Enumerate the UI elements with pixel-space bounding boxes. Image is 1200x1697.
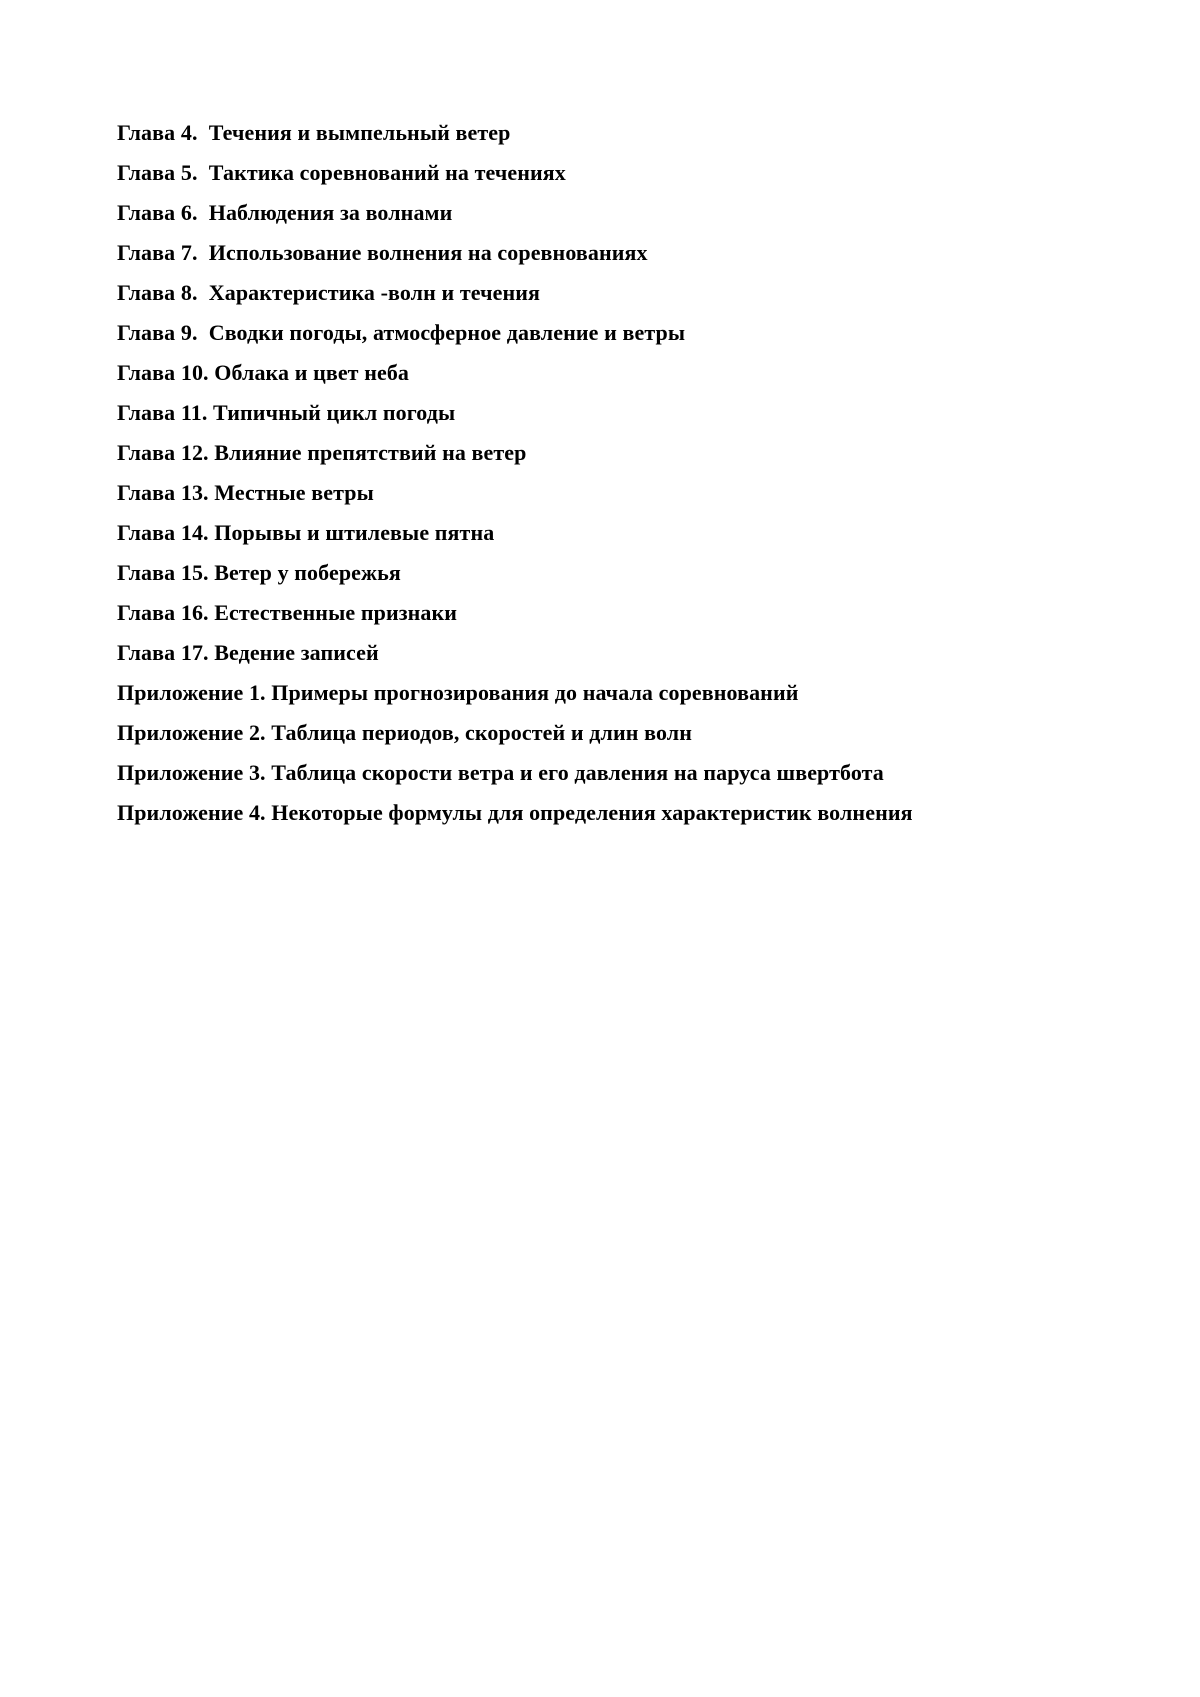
toc-entry: Приложение 4. Некоторые формулы для определения характеристик волнения	[117, 800, 913, 825]
table-of-contents	[117, 113, 913, 833]
toc-entry: Приложение 1. Примеры прогнозирования до начала соревнований	[117, 680, 799, 705]
toc-entry: Глава 12. Влияние препятствий на ветер	[117, 440, 527, 465]
toc-entry: Глава 15. Ветер у побережья	[117, 560, 401, 585]
toc-entry: Приложение 3. Таблица скорости ветра и его давления на паруса швертбота	[117, 760, 884, 785]
toc-entry: Глава 16. Естественные признаки	[117, 600, 458, 625]
toc-entry: Глава 17. Ведение записей	[117, 640, 379, 665]
toc-entry: Глава 8. Характеристика -волн и течения	[117, 280, 541, 305]
toc-entry: Приложение 2. Таблица периодов, скоростей и длин волн	[117, 720, 692, 745]
toc-entry: Глава 13. Местные ветры	[117, 480, 374, 505]
toc-entry: Глава 9. Сводки погоды, атмосферное давление и ветры	[117, 320, 686, 345]
toc-entry: Глава 6. Наблюдения за волнами	[117, 200, 453, 225]
toc-entry: Глава 10. Облака и цвет неба	[117, 360, 410, 385]
toc-entry: Глава 7. Использование волнения на соревнованиях	[117, 240, 648, 265]
toc-entry: Глава 14. Порывы и штилевые пятна	[117, 520, 495, 545]
toc-entry: Глава 11. Типичный цикл погоды	[117, 400, 456, 425]
toc-entry: Глава 5. Тактика соревнований на течениях	[117, 160, 566, 185]
toc-entry: Глава 4. Течения и вымпельный ветер	[117, 120, 511, 145]
